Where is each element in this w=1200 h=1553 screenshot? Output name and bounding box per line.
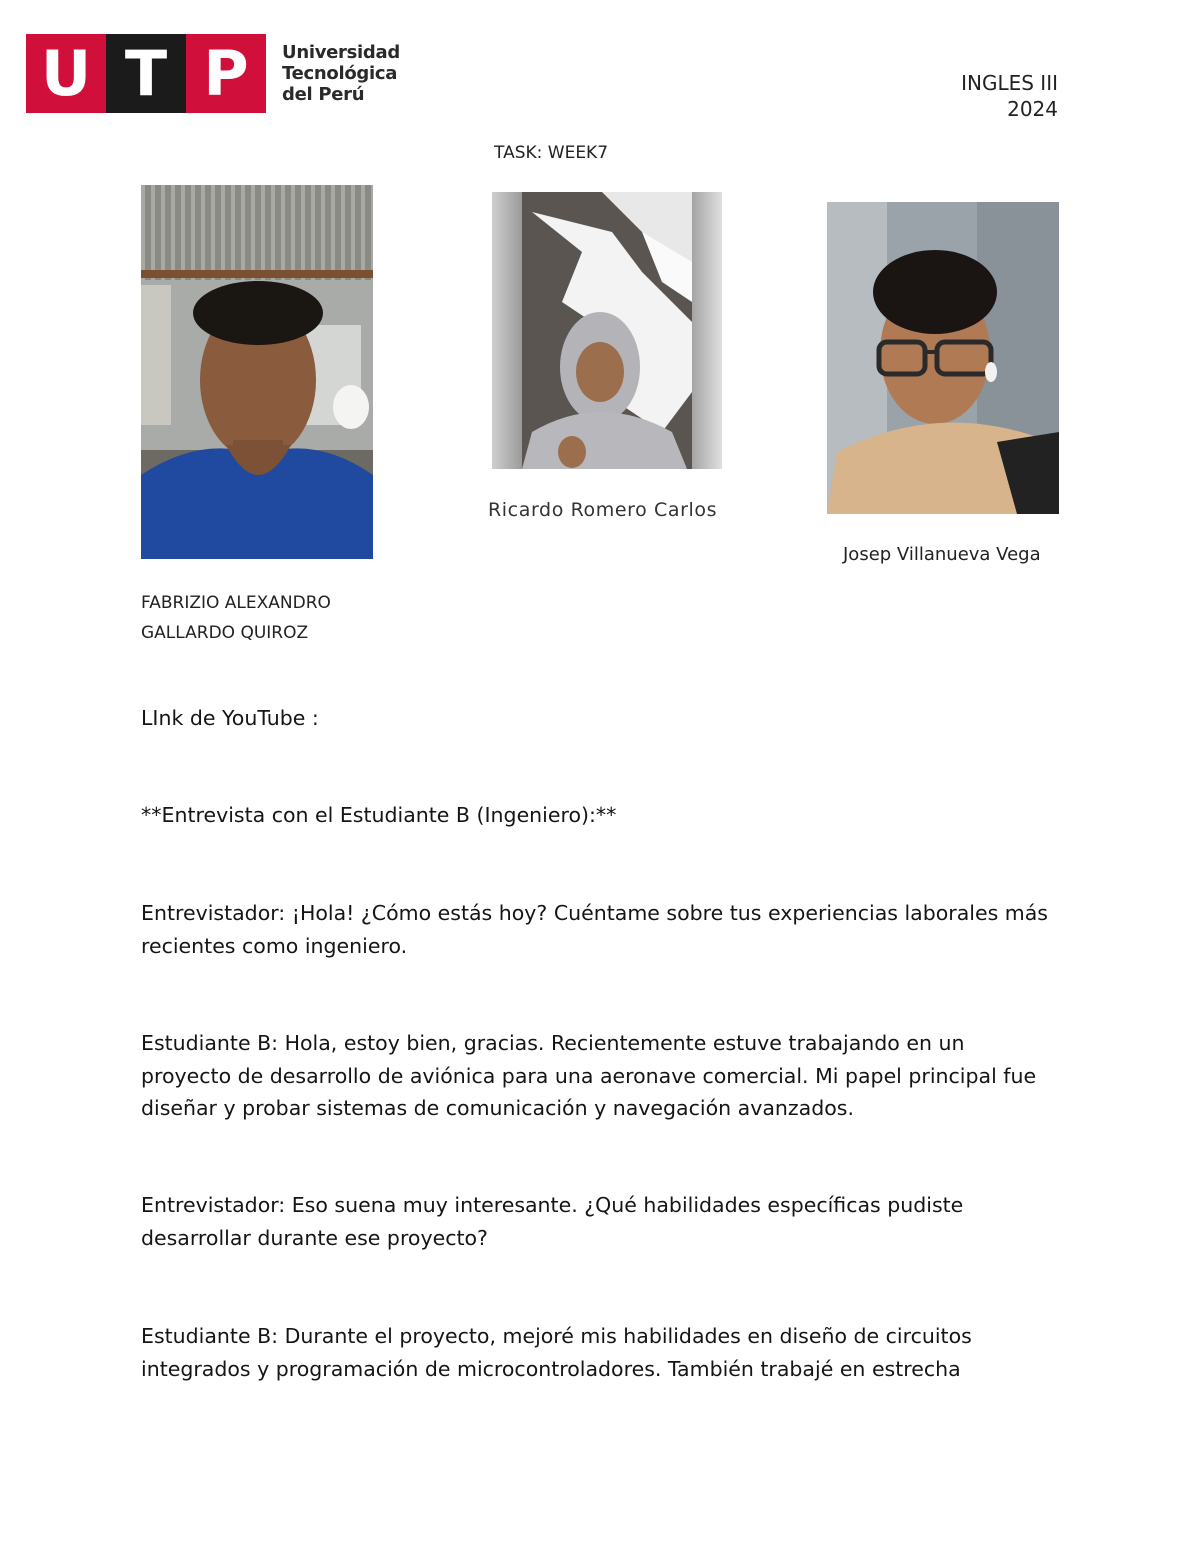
interview-title: **Entrevista con el Estudiante B (Ingeniero):** xyxy=(141,803,617,827)
student3-name: Josep Villanueva Vega xyxy=(843,544,1041,565)
logo-letter-p: P xyxy=(186,34,266,113)
university-name xyxy=(282,42,400,105)
logo-letter-t: T xyxy=(106,34,186,113)
interview-paragraph: Estudiante B: Hola, estoy bien, gracias. Recientemente estuve trabajando en un proyecto de desarrollo de aviónica para una aeronave comercial. Mi papel principal fue diseñar y probar sistemas de comunicación y navegación avanzados. xyxy=(141,1031,1037,1120)
course-title: INGLES III xyxy=(961,71,1058,95)
course-info xyxy=(961,70,1058,122)
student1-photo xyxy=(141,185,373,559)
youtube-link-label: LInk de YouTube : xyxy=(141,706,319,730)
university-name-line-3: del Perú xyxy=(282,84,365,105)
logo-letter-u: U xyxy=(26,34,106,113)
university-name-line-2: Tecnológica xyxy=(282,63,398,84)
university-name-line-1: Universidad xyxy=(282,42,400,63)
student1-name xyxy=(141,588,331,648)
student1-name-line-2: GALLARDO QUIROZ xyxy=(141,623,309,643)
student1-name-line-1: FABRIZIO ALEXANDRO xyxy=(141,593,331,613)
interview-paragraph: Entrevistador: Eso suena muy interesante. ¿Qué habilidades específicas pudiste desarrollar durante ese proyecto? xyxy=(141,1193,964,1250)
student3-photo xyxy=(827,202,1059,514)
task-label: TASK: WEEK7 xyxy=(494,143,609,163)
utp-logo xyxy=(26,34,266,113)
interview-paragraph: Entrevistador: ¡Hola! ¿Cómo estás hoy? Cuéntame sobre tus experiencias laborales más recientes como ingeniero. xyxy=(141,901,1048,958)
student2-name: Ricardo Romero Carlos xyxy=(488,499,718,521)
interview-paragraph: Estudiante B: Durante el proyecto, mejoré mis habilidades en diseño de circuitos integrados y programación de microcontroladores. También trabajé en estrecha xyxy=(141,1324,972,1381)
student2-photo xyxy=(492,192,722,469)
course-year: 2024 xyxy=(1007,97,1058,121)
